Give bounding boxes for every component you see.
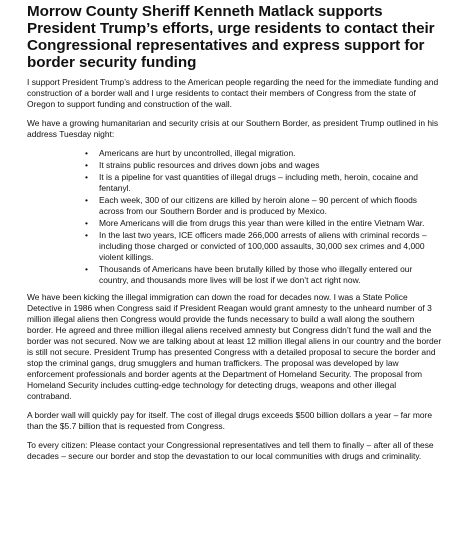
bullet-text: In the last two years, ICE officers made 266,000 arrests of aliens with criminal records – including those charged or convicted of 100,000 assaults, 30,000 sex crimes and 4,000 violent killings. <box>99 230 427 262</box>
bullet-icon: • <box>85 148 88 158</box>
bullet-item <box>27 148 442 159</box>
bullet-icon: • <box>85 230 88 240</box>
intro-paragraph: I support President Trump’s address to the American people regarding the need for the immediate funding and construction of a border wall and I urge residents to contact their members of Congress from the state of Oregon to support funding and construction of the wall. <box>27 77 439 109</box>
bullet-icon: • <box>85 172 88 182</box>
call-to-action-paragraph: To every citizen: Please contact your Congressional representatives and tell them to finally – after all of these decades – secure our border and stop the devastation to our local communities with drugs and criminality. <box>27 440 434 461</box>
bullet-icon: • <box>85 264 88 274</box>
bullet-icon: • <box>85 160 88 170</box>
bullet-item <box>27 172 442 194</box>
bullet-icon: • <box>85 218 88 228</box>
bullet-text: Each week, 300 of our citizens are killed by heroin alone – 90 percent of which floods across from our Southern Border and is produced by Mexico. <box>99 195 418 216</box>
cost-paragraph: A border wall will quickly pay for itself. The cost of illegal drugs exceeds $500 billion dollars a year – far more than the $5.7 billion that is requested from Congress. <box>27 410 433 431</box>
bullet-item <box>27 264 442 286</box>
bullet-item <box>27 195 442 217</box>
document-title: Morrow County Sheriff Kenneth Matlack supports President Trump’s efforts, urge residents to contact their Congressional representatives and express support for border security funding <box>27 3 435 71</box>
bullet-item <box>27 218 442 229</box>
bullet-text: It strains public resources and drives down jobs and wages <box>99 160 320 170</box>
bullet-text: It is a pipeline for vast quantities of illegal drugs – including meth, heroin, cocaine and fentanyl. <box>99 172 418 193</box>
bullet-list <box>27 148 442 286</box>
bullet-text: Thousands of Americans have been brutally killed by those who illegally entered our country, and thousands more lives will be lost if we don’t act right now. <box>99 264 413 285</box>
crisis-paragraph: We have a growing humanitarian and security crisis at our Southern Border, as president Trump outlined in his address Tuesday night: <box>27 118 439 139</box>
bullet-item <box>27 230 442 263</box>
bullet-text: Americans are hurt by uncontrolled, illegal migration. <box>99 148 296 158</box>
bullet-text: More Americans will die from drugs this year than were killed in the entire Vietnam War. <box>99 218 425 228</box>
history-paragraph: We have been kicking the illegal immigration can down the road for decades now. I was a State Police Detective in 1986 when Congress said if President Reagan would grant amnesty to the unheard number of 3 million illegal aliens then Congress would provide the funds necessary to build a wall along the southern border. He agreed and three million illegal aliens received amnesty but Congress didn’t fund the wall and the border was not secured. Now we are talking about at least 12 million illegal aliens in our country and the border is still not secure. President Trump has presented Congress with a detailed proposal to secure the border and stop the criminal gangs, drug smugglers and human traffickers. The proposal was developed by law enforcement professionals and border agents at the Department of Homeland Security. The proposal from Homeland Security includes cutting-edge technology for detecting drugs, weapons and other illegal contraband. <box>27 292 442 401</box>
bullet-item <box>27 160 442 171</box>
bullet-icon: • <box>85 195 88 205</box>
